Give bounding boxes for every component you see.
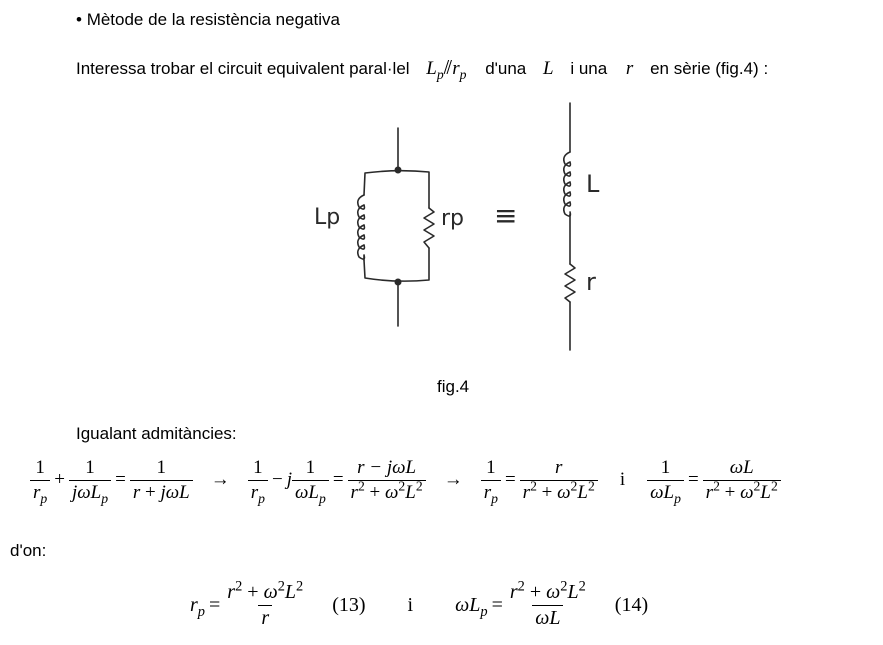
- label-lp: Lp: [314, 205, 341, 230]
- parallel-left-branch: [364, 171, 429, 281]
- bottom-junction-dot: [395, 279, 402, 286]
- admittance-heading: Igualant admitàncies:: [76, 424, 237, 443]
- intro-text-3: i una: [570, 59, 608, 78]
- top-junction-dot: [395, 167, 402, 174]
- figure-caption: fig.4: [437, 377, 470, 396]
- frac-imag-part: $\frac{\omega L}{r^2 + \omega^2L^2}$: [703, 458, 781, 503]
- result-equations: $r_p$ = $\frac{r^2 + \omega^2L^2}{r}$ (13) i $\omega L_p$ = $\frac{r^2 + \omega^2L^2}{\omega L}$ (14): [190, 578, 649, 629]
- frac-complex: $\frac{\text{r − jωL}}{r^2 + \omega^2L^2}$: [348, 458, 426, 503]
- inductor-l-coil: [564, 152, 571, 216]
- frac-1-over-jwlp: $\frac{1}{j\omega L_p}$: [69, 458, 111, 503]
- don-label: d'on:: [10, 541, 47, 560]
- equivalence-sign: ≡: [494, 199, 518, 232]
- rp-symbol: $r_p$: [190, 594, 205, 620]
- intro-text-4: en sèrie (fig.4) :: [650, 59, 769, 78]
- frac-1-over-rp-2: $\frac{1}{r_p}$: [248, 458, 268, 503]
- equation-number-14: (14): [614, 594, 649, 616]
- frac-1-over-rp: $\frac{1}{r_p}$: [30, 458, 50, 503]
- and-word-2: i: [407, 594, 414, 616]
- and-word: i: [619, 469, 626, 491]
- section-title: Mètode de la resistència negativa: [86, 10, 340, 29]
- label-l: L: [586, 170, 600, 198]
- intro-text-2: d'una: [485, 59, 527, 78]
- wlp-symbol: $\omega L_p$: [455, 594, 488, 620]
- result-rp-fraction: $\frac{r^2 + \omega^2L^2}{r}$: [227, 578, 304, 629]
- frac-1-over-wlp-2: $\frac{1}{\omega L_p}$: [647, 458, 684, 503]
- frac-real-part: $\frac{r}{r^2 + \omega^2L^2}$: [520, 458, 598, 503]
- frac-1-over-r-plus-jwl: $\frac{1}{\text{r + jωL}}$: [130, 458, 193, 503]
- intro-symbol-lp-rp: $L_p⫽r_p$: [426, 58, 467, 82]
- label-rp: rp: [441, 206, 465, 231]
- intro-symbol-L: L: [543, 58, 554, 79]
- label-r: r: [586, 268, 596, 296]
- inductor-lp-coil: [358, 195, 365, 260]
- bullet-symbol: •: [76, 10, 82, 29]
- frac-1-over-wlp: $\frac{1}{\omega L_p}$: [292, 458, 329, 503]
- equation-number-13: (13): [332, 594, 366, 616]
- intro-symbol-r: r: [625, 58, 634, 79]
- resistor-rp-zigzag: [424, 208, 434, 248]
- intro-text-1: Interessa trobar el circuit equivalent paral·lel: [76, 59, 410, 78]
- frac-1-over-rp-3: $\frac{1}{r_p}$: [481, 458, 501, 503]
- result-wlp-fraction: $\frac{r^2 + \omega^2L^2}{\omega L}$: [509, 578, 586, 629]
- arrow-2: →: [443, 469, 463, 491]
- resistor-r-zigzag: [565, 264, 575, 302]
- arrow-1: →: [210, 469, 230, 491]
- admittance-equation: $\frac{1}{r_p}$ + $\frac{1}{j\omega L_p}$ = $\frac{1}{\text{r + jωL}}$ → $\frac{1}{r_p}$ − j $\frac{1}{\omega L_p}$ = $\frac{\text{r − jωL}}{r^2 + \omega^2L^2}$ → $\frac{1}{r_p}$ = $\frac{r}{r^2 + \omega^2L^2}$ i $\frac{1}{\omega L_p}$ = $\frac{\omega L}{r^2 + \omega^2L^2}$: [30, 458, 781, 503]
